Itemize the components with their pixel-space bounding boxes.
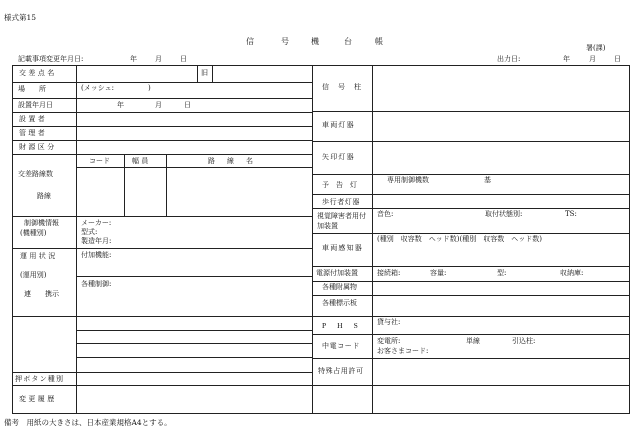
- route-count-label: 交差路線数: [18, 170, 53, 178]
- route-label: 路線: [37, 192, 51, 200]
- operation-status-label: 運用状況: [20, 252, 58, 260]
- code-header: コード: [89, 157, 110, 165]
- visual-impaired-device-label: 視覚障害者用付加装置: [317, 212, 366, 230]
- title-char-4: 台: [344, 37, 352, 46]
- additional-function-label: 付加機能:: [81, 251, 112, 259]
- units-label: 基: [484, 176, 491, 184]
- control-types-label: 各種制御:: [81, 280, 112, 288]
- former-name-label: 旧: [201, 69, 208, 77]
- connection-box-label: 接続箱:: [377, 269, 401, 277]
- chuden-code-label: 中電コード: [322, 342, 360, 350]
- install-month: 月: [155, 101, 162, 109]
- dedicated-controller-label: 専用制御機数: [387, 176, 429, 184]
- vehicle-light-label: 車両灯器: [322, 121, 355, 129]
- output-day: 日: [614, 55, 621, 63]
- output-date-label: 出力日:: [497, 55, 521, 63]
- change-month: 月: [155, 55, 162, 63]
- mesh-label: (メッシュ:: [81, 84, 114, 92]
- type-label: 型:: [497, 269, 507, 277]
- lender-label: 貸与社:: [377, 318, 401, 326]
- vehicle-detector-label: 車両感知器: [322, 244, 363, 252]
- storage-label: 収納庫:: [560, 269, 584, 277]
- controller-model-paren: (機種別): [20, 229, 47, 237]
- footnote: 備考 用紙の大きさは、日本産業規格A4とする。: [4, 418, 172, 427]
- manager-label: 管理者: [19, 129, 48, 137]
- change-day: 日: [180, 55, 187, 63]
- advance-notice-label: 予告灯: [322, 181, 364, 189]
- controller-info-label: 制御機情報: [24, 219, 59, 227]
- manufacture-ym-label: 製造年月:: [81, 237, 112, 245]
- tone-label: 音色:: [377, 210, 394, 218]
- mounting-type-label: 取付状態別:: [485, 210, 523, 218]
- capacity-label: 容量:: [430, 269, 447, 277]
- output-month: 月: [589, 55, 596, 63]
- change-year: 年: [130, 55, 137, 63]
- operation-paren: (運用別): [20, 271, 47, 279]
- width-header: 幅員: [132, 157, 151, 165]
- asset-class-label: 財源区分: [19, 143, 57, 151]
- accessories-label: 各種附属物: [322, 283, 357, 291]
- intersection-name-label: 交差点名: [19, 69, 57, 77]
- department-label: 署(課): [586, 44, 606, 52]
- signal-pole-label: 信号柱: [322, 83, 370, 91]
- install-date-label: 設置年月日: [18, 101, 53, 109]
- change-history-label: 変更履歴: [19, 395, 57, 403]
- model-type-label: 型式:: [81, 228, 98, 236]
- maker-label: メーカー:: [81, 219, 112, 227]
- installer-label: 設置者: [19, 115, 48, 123]
- ts-label: TS:: [565, 210, 577, 218]
- record-change-date-label: 記載事項変更年月日:: [18, 55, 84, 63]
- signs-label: 各種標示板: [322, 299, 357, 307]
- single-line-label: 単線: [466, 337, 480, 345]
- install-year: 年: [117, 101, 124, 109]
- customer-code-label: お客さまコード:: [377, 347, 429, 355]
- road-occupancy-label: 特殊占用許可: [318, 367, 364, 375]
- title-char-5: 帳: [375, 37, 383, 46]
- substation-label: 変電所:: [377, 337, 401, 345]
- phs-label: PHS: [322, 321, 369, 330]
- title-char-1: 信: [246, 37, 254, 46]
- power-device-label: 電源付加装置: [316, 269, 358, 277]
- location-label: 場所: [18, 85, 60, 93]
- push-button-type-label: 押ボタン種別: [15, 375, 65, 383]
- output-year: 年: [563, 55, 570, 63]
- route-name-header: 路線名: [208, 157, 265, 165]
- form-number: 様式第15: [4, 13, 37, 22]
- install-day: 日: [184, 101, 191, 109]
- lead-in-pole-label: 引込柱:: [512, 337, 536, 345]
- title-char-2: 号: [281, 37, 289, 46]
- mesh-close: ): [148, 84, 151, 92]
- arrow-light-label: 矢印灯器: [322, 153, 355, 161]
- title-char-3: 機: [311, 37, 319, 46]
- detector-columns: (種別 収容数 ヘッド数)(種別 収容数 ヘッド数): [377, 235, 542, 243]
- pedestrian-light-label: 歩行者灯器: [322, 198, 360, 206]
- linked-display-label: 連 携示: [24, 290, 59, 298]
